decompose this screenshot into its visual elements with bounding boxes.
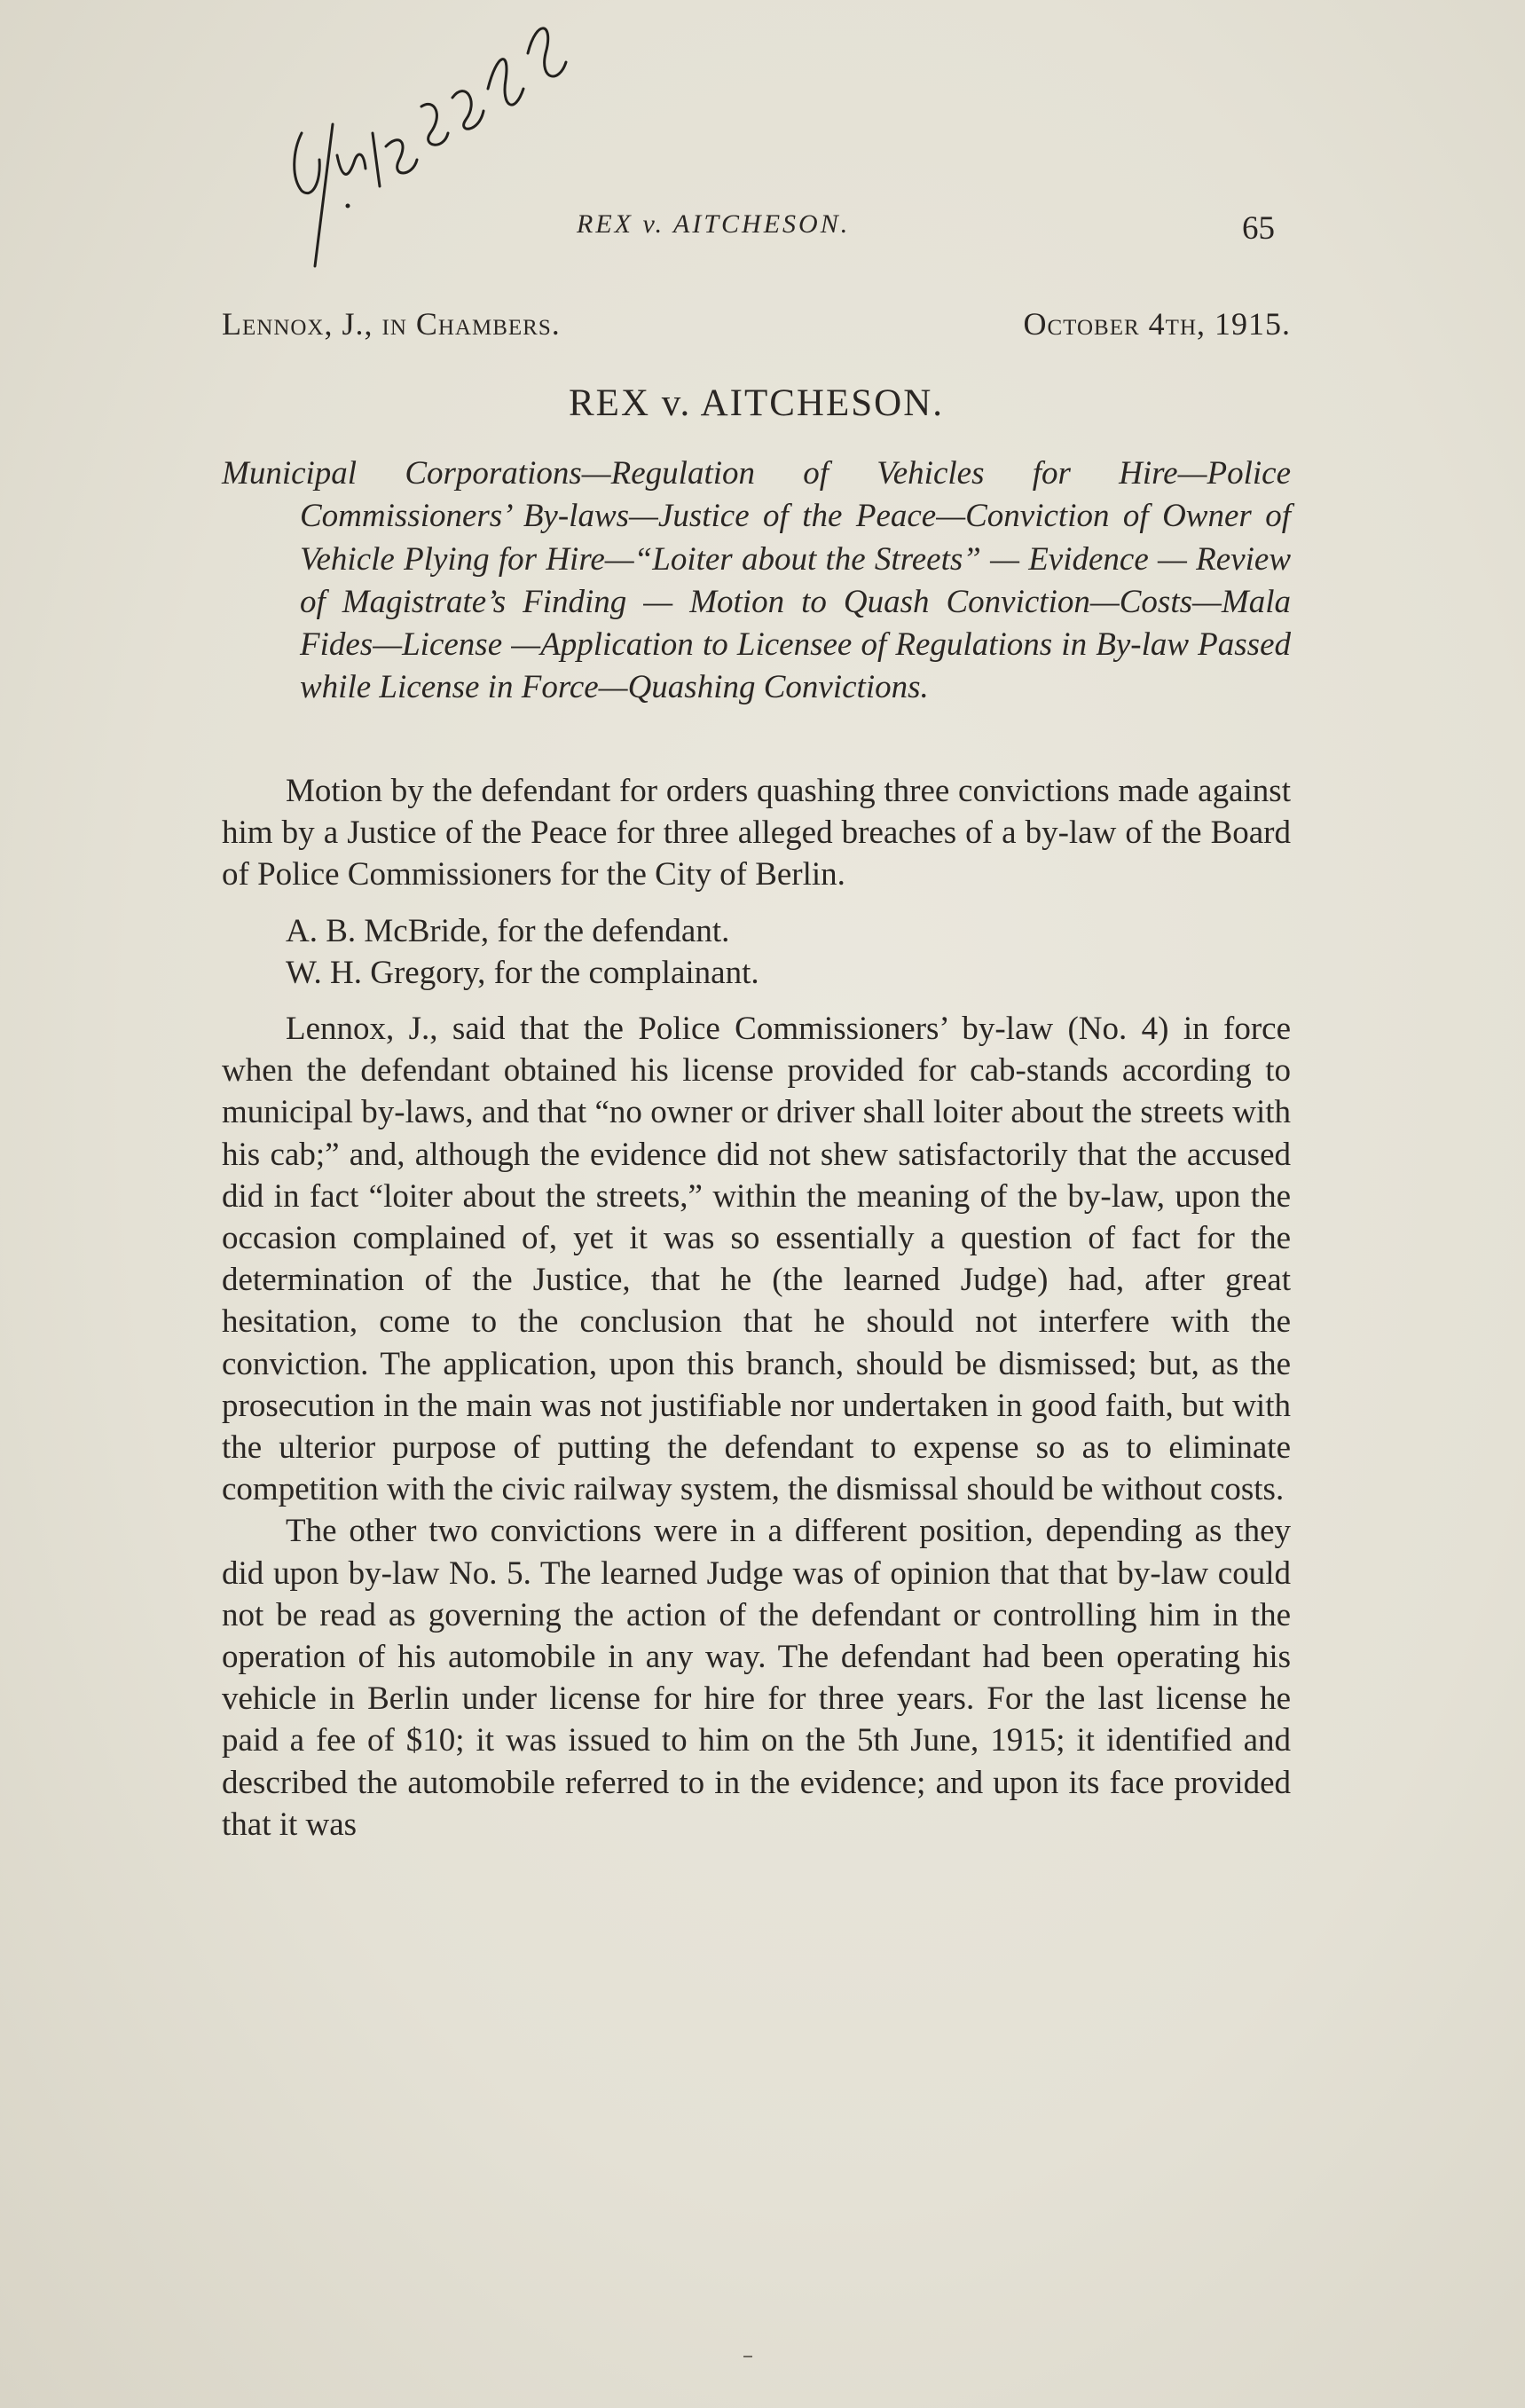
judgment-paragraph-1: Lennox, J., said that the Police Commissioners’ by-law (No. 4) in force when the defendant obtained his license provided for cab-stands according to municipal by-laws, and that “no owner or driver shall loiter about the streets with his cab;” and, although the evidence did not shew satisfactorily that the accused did in fact “loiter about the streets,” within the meaning of the by-law, upon the occasion complained of, yet it was so essentially a question of fact for the determination of the Justice, that he (the learned Judge) had, after great hesitation, come to the conclusion that he should not interfere with the conviction. The application, upon this branch, should be dismissed; but, as the prosecution in the main was not justifiable nor undertaken in good faith, but with the ulterior purpose of putting the defendant to expense so as to eliminate competition with the civic railway system, the dismissal should be without costs.: [222, 1011, 1291, 1508]
motion-paragraph: Motion by the defendant for orders quashing three convictions made against him by a Justice of the Peace for three alleged breaches of a by-law of the Board of Police Commissioners for the City of Berlin.: [222, 773, 1291, 893]
judgment-paragraph-2: The other two convictions were in a different position, depending as they did upon by-law No. 5. The learned Judge was of opinion that that by-law could not be read as governing the action of the defendant or controlling him in the operation of his automobile in any way. The defendant had been operating his vehicle in Berlin under license for hire for three years. For the last license he paid a fee of $10; it was issued to him on the 5th June, 1915; it identified and described the automobile referred to in the evidence; and upon its face provided that it was: [222, 1513, 1291, 1843]
headnote: Municipal Corporations—Regulation of Vehicles for Hire—Police Commissioners’ By-laws—Justice of the Peace—Conviction of Owner of Vehicle Plying for Hire—“Loiter about the Streets” — Evidence — Review of Magistrate’s Finding — Motion to Quash Conviction—Costs—Mala Fides—License —Application to Licensee of Regulations in By-law Passed while License in Force—Quashing Convictions.: [222, 455, 1291, 706]
court-line: [222, 305, 1291, 342]
page-number: 65: [1242, 210, 1275, 247]
case-title: REX v. AITCHESON.: [569, 382, 944, 424]
counsel-defendant: A. B. McBride, for the defendant.: [286, 912, 730, 949]
judge-chambers: Lennox, J., in Chambers.: [222, 306, 561, 342]
judgment-body: [222, 770, 1291, 1845]
running-head: REX v. AITCHESON.: [577, 209, 851, 239]
page-mark: [743, 2356, 752, 2357]
handwritten-signature: [266, 0, 568, 293]
decision-date: October 4th, 1915.: [1023, 306, 1291, 342]
counsel-complainant: W. H. Gregory, for the complainant.: [286, 954, 759, 991]
